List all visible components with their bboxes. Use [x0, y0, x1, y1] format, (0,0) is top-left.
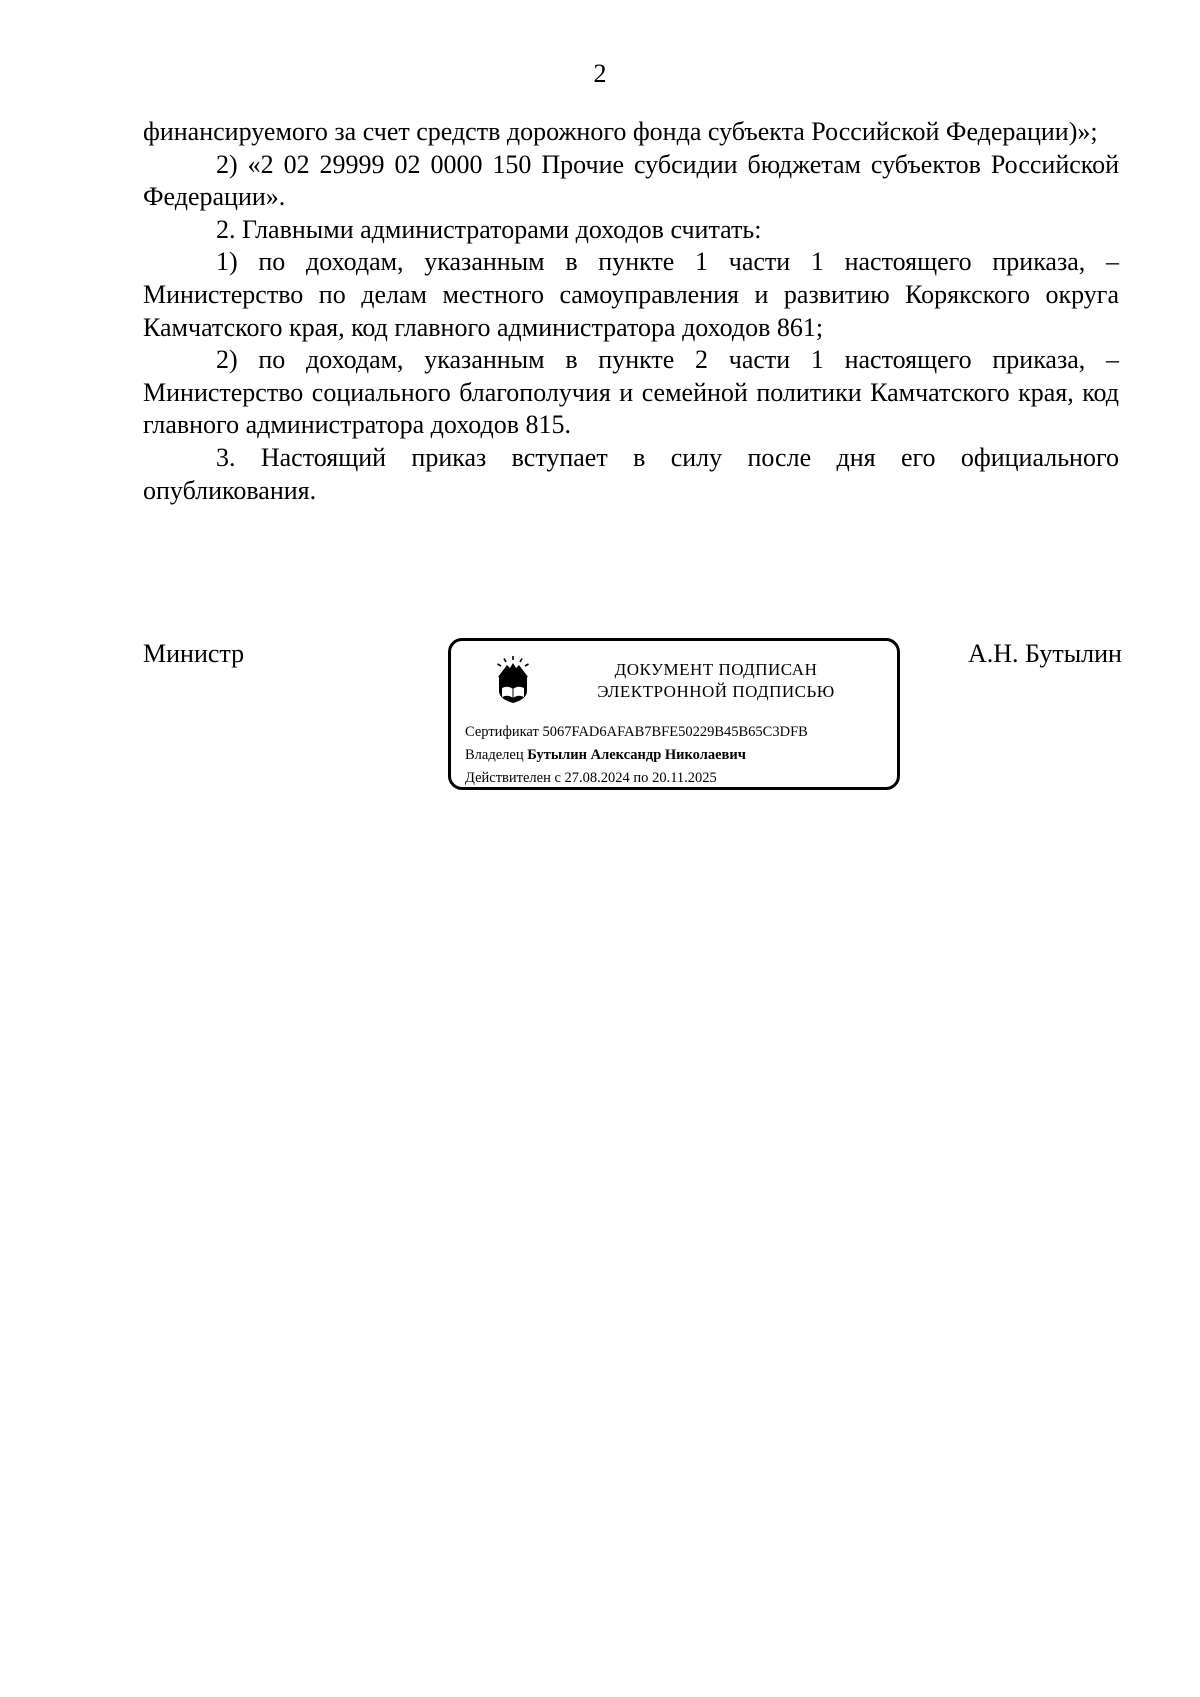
signer-title: Министр: [143, 639, 245, 668]
valid-from-date: 27.08.2024: [564, 770, 630, 786]
stamp-owner-line: [465, 744, 895, 767]
paragraph-6: 3. Настоящий приказ вступает в силу после дня его официального опубликования.: [143, 442, 1119, 505]
paragraph-2: 2) «2 02 29999 02 0000 150 Прочие субсидии бюджетам субъектов Российской Федерации».: [143, 149, 1119, 212]
electronic-signature-stamp: [448, 638, 900, 790]
valid-to-date: 20.11.2025: [652, 770, 717, 786]
paragraph-5: 2) по доходам, указанным в пункте 2 части 1 настоящего приказа, – Министерство социального благополучия и семейной политики Камчатского края, код главного администратора доходов 815.: [143, 345, 1119, 440]
certificate-label: Сертификат: [465, 724, 539, 740]
valid-from-label: с: [554, 770, 561, 786]
page-number: 2: [593, 59, 607, 88]
valid-to-label: по: [633, 770, 649, 786]
paragraph-3: 2. Главными администраторами доходов считать:: [216, 214, 762, 244]
document-body: [143, 116, 1119, 507]
owner-value: Бутылин Александр Николаевич: [527, 747, 746, 763]
stamp-details: [465, 721, 895, 790]
owner-label: Владелец: [465, 747, 524, 763]
stamp-validity-line: [465, 767, 895, 790]
stamp-certificate-line: [465, 721, 895, 744]
paragraph-1: финансируемого за счет средств дорожного фонда субъекта Российской Федерации)»;: [143, 117, 1098, 146]
paragraph-4: 1) по доходам, указанным в пункте 1 части 1 настоящего приказа, – Министерство по делам местного самоуправления и развитию Корякского округа Камчатского края, код главного администратора доходов 861;: [143, 247, 1119, 342]
stamp-header-line-2: ЭЛЕКТРОННОЙ ПОДПИСЬЮ: [597, 682, 835, 701]
stamp-header-line-1: ДОКУМЕНТ ПОДПИСАН: [614, 660, 818, 679]
valid-label: Действителен: [465, 770, 551, 786]
kamchatka-emblem-icon: [493, 655, 533, 705]
stamp-header: [551, 659, 881, 703]
certificate-value: 5067FAD6AFAB7BFE50229B45B65C3DFB: [542, 724, 808, 740]
signer-name: А.Н. Бутылин: [968, 639, 1122, 668]
signature-block: [0, 638, 1200, 798]
